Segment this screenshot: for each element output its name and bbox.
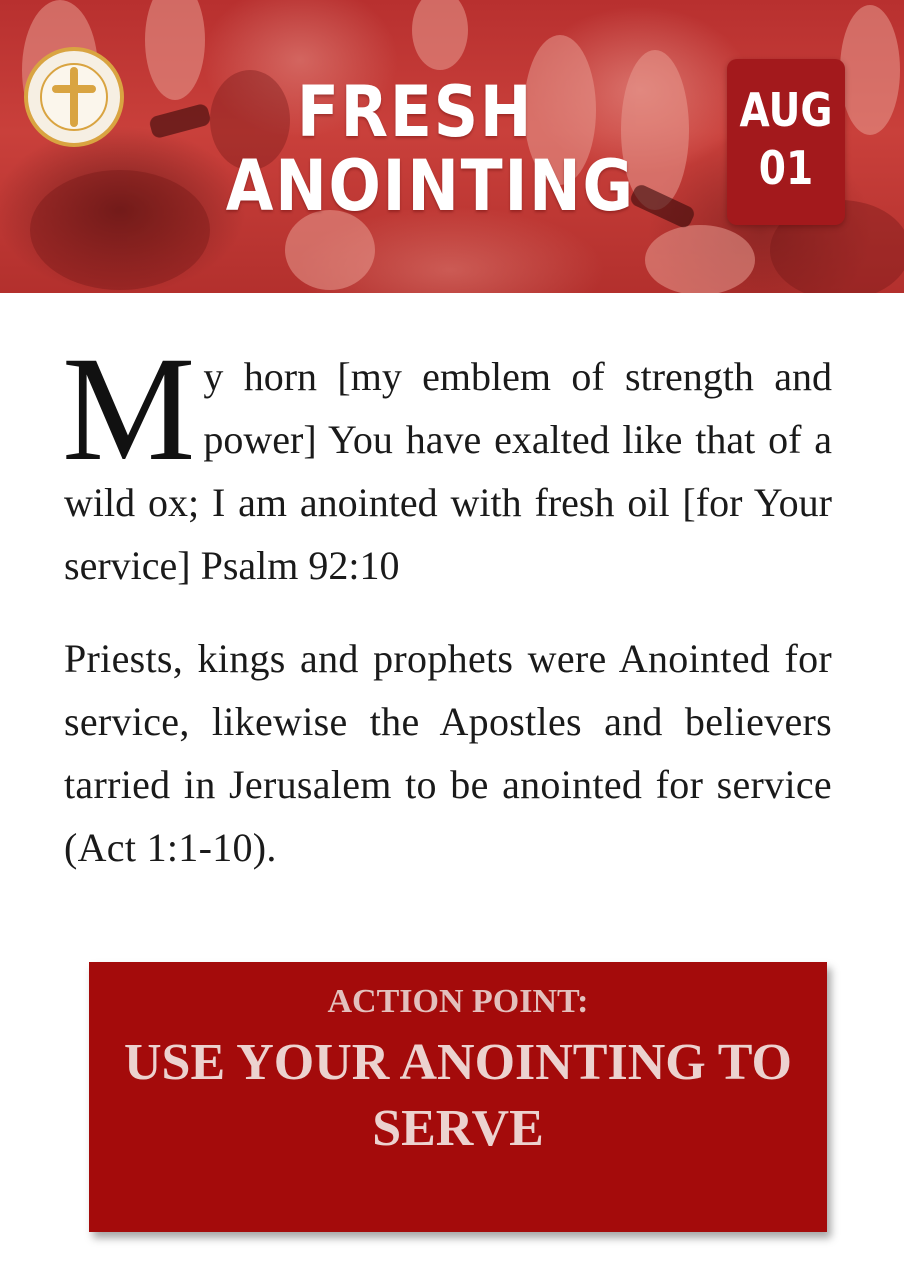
action-point-label: ACTION POINT: <box>327 983 589 1020</box>
scripture-verse <box>62 326 832 597</box>
title-line-anointing: ANOINTING <box>225 145 635 227</box>
devotional-content <box>62 326 832 879</box>
date-badge <box>727 59 845 225</box>
header-banner <box>0 0 904 293</box>
drop-cap: M <box>62 326 196 492</box>
date-month: AUG <box>739 83 833 137</box>
action-point-text: USE YOUR ANOINTING TO SERVE <box>124 1034 792 1157</box>
reflection-paragraph: Priests, kings and prophets were Anointed for service, likewise the Apostles and believers tarried in Jerusalem to be anointed for service (Act 1:1-10). <box>64 636 832 870</box>
page-title <box>200 71 635 227</box>
church-logo <box>24 47 124 147</box>
action-point-box <box>89 962 827 1232</box>
verse-text: y horn [my emblem of strength and power] You have exalted like that of a wild ox; I am anointed with fresh oil [for Your service] Psalm 92:10 <box>64 354 832 588</box>
date-day: 01 <box>758 141 814 195</box>
title-line-fresh: FRESH <box>296 71 534 153</box>
